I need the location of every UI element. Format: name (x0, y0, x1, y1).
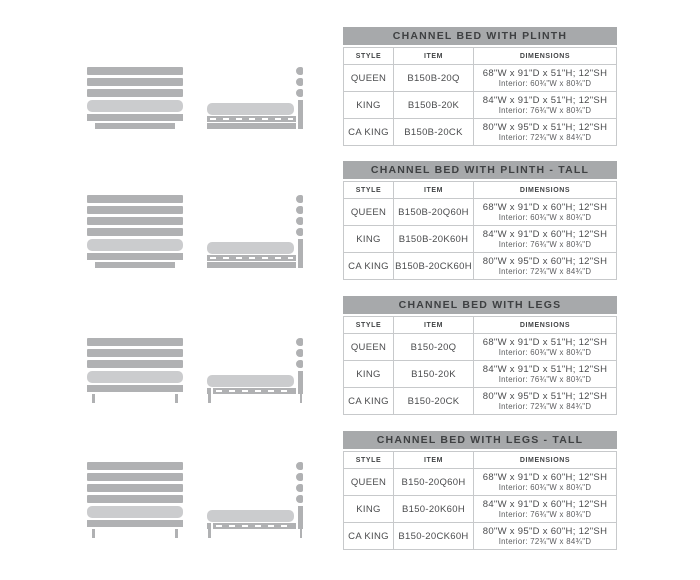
dimensions-line: 84"W x 91"D x 51"H; 12"SH (482, 363, 608, 375)
mattress (207, 510, 294, 522)
section-title: CHANNEL BED WITH PLINTH (343, 27, 617, 45)
slat-rail (207, 116, 296, 122)
dimensions-cell (473, 361, 616, 387)
column-header-item: ITEM (393, 182, 473, 198)
table-row (344, 198, 616, 225)
bed-illustration-plinth (87, 67, 303, 129)
dimensions-line: 84"W x 91"D x 60"H; 12"SH (482, 228, 608, 240)
post (298, 100, 303, 129)
style-cell: KING (356, 233, 381, 245)
spec-section-legs-tall (343, 431, 617, 550)
headboard-post (296, 67, 303, 129)
dimensions-cell (473, 253, 616, 279)
spec-table (343, 451, 617, 550)
headboard-channel-bar (87, 228, 183, 236)
interior-line: Interior: 60¾"W x 80¾"D (498, 483, 592, 492)
bed-leg (92, 394, 95, 403)
interior-line: Interior: 72¾"W x 84¾"D (498, 537, 592, 546)
column-header-dimensions: DIMENSIONS (473, 452, 616, 468)
bed-leg (300, 394, 302, 403)
item-cell: B150B-20K (393, 92, 473, 118)
slat-rail (207, 255, 296, 261)
item-cell: B150B-20Q (393, 65, 473, 91)
dimensions-line: 84"W x 91"D x 60"H; 12"SH (482, 498, 608, 510)
item-cell: B150B-20CK (393, 119, 473, 145)
plinth-base (95, 123, 175, 129)
table-row (344, 468, 616, 495)
bed-side-view (207, 195, 303, 268)
dimensions-line: 80"W x 95"D x 51"H; 12"SH (482, 390, 608, 402)
section-title: CHANNEL BED WITH LEGS (343, 296, 617, 314)
dimensions-cell (473, 496, 616, 522)
interior-line: Interior: 72¾"W x 84¾"D (498, 133, 592, 142)
slat-dashes (210, 257, 293, 259)
slat-rail (207, 388, 296, 394)
table-row (344, 387, 616, 414)
post (298, 506, 303, 529)
plinth-base (95, 262, 175, 268)
bed-illustration-plinth-tall (87, 195, 303, 268)
item-cell: B150B-20CK60H (393, 253, 473, 279)
interior-line: Interior: 76¾"W x 80¾"D (498, 510, 592, 519)
post (298, 239, 303, 268)
bed-leg (208, 394, 211, 403)
style-cell: KING (356, 368, 381, 380)
bed-side-view (207, 67, 303, 129)
bed-legs (87, 529, 183, 538)
channel-bump (296, 495, 303, 503)
headboard-channel-bar (87, 473, 183, 481)
interior-line: Interior: 72¾"W x 84¾"D (498, 402, 592, 411)
dimensions-line: 80"W x 95"D x 60"H; 12"SH (482, 525, 608, 537)
bed-rail (87, 253, 183, 260)
headboard-channel-bar (87, 495, 183, 503)
channel-bump (296, 195, 303, 203)
bed-leg (300, 529, 302, 538)
mattress (207, 375, 294, 387)
channel-bump (296, 89, 303, 97)
bed-front-view (87, 338, 183, 403)
bed-legs (207, 394, 296, 403)
dimensions-line: 68"W x 91"D x 51"H; 12"SH (482, 336, 608, 348)
bed-rail (87, 520, 183, 527)
mattress (87, 506, 183, 518)
channel-bump (296, 462, 303, 470)
table-header-row (344, 317, 616, 333)
style-cell: CA KING (348, 395, 389, 407)
headboard-post (296, 338, 303, 403)
bed-illustration-legs-tall (87, 462, 303, 538)
slat-dashes (216, 525, 293, 527)
channel-bump (296, 67, 303, 75)
column-header-item: ITEM (393, 48, 473, 64)
bed-illustration-legs (87, 338, 303, 403)
column-header-dimensions: DIMENSIONS (473, 48, 616, 64)
dimensions-line: 68"W x 91"D x 51"H; 12"SH (482, 67, 608, 79)
column-header-style: STYLE (355, 186, 382, 194)
dimensions-line: 68"W x 91"D x 60"H; 12"SH (482, 201, 608, 213)
spec-section-plinth (343, 27, 617, 146)
style-cell: KING (356, 99, 381, 111)
dimensions-cell (473, 469, 616, 495)
bed-side-body (207, 195, 296, 268)
slat-dashes (210, 118, 293, 120)
dimensions-cell (473, 65, 616, 91)
mattress (87, 100, 183, 112)
dimensions-line: 80"W x 95"D x 51"H; 12"SH (482, 121, 608, 133)
table-row (344, 252, 616, 279)
slat-rail (207, 523, 296, 529)
item-cell: B150-20K (393, 361, 473, 387)
table-row (344, 333, 616, 360)
bed-leg (208, 529, 211, 538)
mattress (87, 371, 183, 383)
dimensions-cell (473, 334, 616, 360)
column-header-style: STYLE (355, 456, 382, 464)
headboard-channel-bar (87, 462, 183, 470)
bed-leg (175, 529, 178, 538)
bed-side-view (207, 338, 303, 403)
dimensions-cell (473, 523, 616, 549)
bed-legs (87, 394, 183, 403)
column-header-item: ITEM (393, 452, 473, 468)
channel-bump (296, 217, 303, 225)
spec-table (343, 181, 617, 280)
table-header-row (344, 182, 616, 198)
bed-side-body (207, 338, 296, 403)
interior-line: Interior: 72¾"W x 84¾"D (498, 267, 592, 276)
style-cell: CA KING (348, 260, 389, 272)
table-row (344, 225, 616, 252)
bed-rail (87, 385, 183, 392)
headboard-channel-bar (87, 206, 183, 214)
spec-table (343, 47, 617, 146)
headboard-channel-bar (87, 360, 183, 368)
dimensions-line: 84"W x 91"D x 51"H; 12"SH (482, 94, 608, 106)
dimensions-cell (473, 388, 616, 414)
bed-front-view (87, 462, 183, 538)
table-row (344, 91, 616, 118)
style-cell: QUEEN (350, 72, 387, 84)
channel-bump (296, 338, 303, 346)
headboard-channel-bar (87, 67, 183, 75)
style-cell: QUEEN (350, 341, 387, 353)
headboard-post (296, 462, 303, 538)
table-row (344, 118, 616, 145)
style-cell: CA KING (348, 126, 389, 138)
headboard-channel-bar (87, 78, 183, 86)
style-cell: KING (356, 503, 381, 515)
channel-bump (296, 349, 303, 357)
mattress (207, 242, 294, 254)
column-header-item: ITEM (393, 317, 473, 333)
bed-legs (207, 529, 296, 538)
channel-bump (296, 473, 303, 481)
headboard-channel-bar (87, 484, 183, 492)
bed-leg (92, 529, 95, 538)
table-row (344, 522, 616, 549)
bed-rail (87, 114, 183, 121)
headboard-channel-bar (87, 89, 183, 97)
column-header-dimensions: DIMENSIONS (473, 182, 616, 198)
style-cell: QUEEN (350, 206, 387, 218)
spec-section-plinth-tall (343, 161, 617, 280)
plinth-base (207, 123, 296, 129)
headboard-channel-bar (87, 217, 183, 225)
headboard-post (296, 195, 303, 268)
bed-leg (175, 394, 178, 403)
headboard-channel-bar (87, 349, 183, 357)
bed-side-body (207, 462, 296, 538)
bed-front-view (87, 67, 183, 129)
table-row (344, 495, 616, 522)
dimensions-cell (473, 199, 616, 225)
table-header-row (344, 452, 616, 468)
section-title: CHANNEL BED WITH LEGS - TALL (343, 431, 617, 449)
dimensions-line: 80"W x 95"D x 60"H; 12"SH (482, 255, 608, 267)
column-header-style: STYLE (355, 321, 382, 329)
channel-bump (296, 206, 303, 214)
bed-side-view (207, 462, 303, 538)
item-cell: B150B-20K60H (393, 226, 473, 252)
interior-line: Interior: 76¾"W x 80¾"D (498, 375, 592, 384)
slat-dashes (216, 390, 293, 392)
bed-front-view (87, 195, 183, 268)
dimensions-cell (473, 226, 616, 252)
interior-line: Interior: 76¾"W x 80¾"D (498, 106, 592, 115)
headboard-channel-bar (87, 338, 183, 346)
dimensions-cell (473, 92, 616, 118)
item-cell: B150-20K60H (393, 496, 473, 522)
item-cell: B150-20Q60H (393, 469, 473, 495)
headboard-channel-bar (87, 195, 183, 203)
plinth-base (207, 262, 296, 268)
item-cell: B150-20Q (393, 334, 473, 360)
table-header-row (344, 48, 616, 64)
column-header-style: STYLE (355, 52, 382, 60)
dimensions-cell (473, 119, 616, 145)
spec-table (343, 316, 617, 415)
item-cell: B150-20CK60H (393, 523, 473, 549)
table-row (344, 360, 616, 387)
column-header-dimensions: DIMENSIONS (473, 317, 616, 333)
bed-side-body (207, 67, 296, 129)
item-cell: B150-20CK (393, 388, 473, 414)
item-cell: B150B-20Q60H (393, 199, 473, 225)
section-title: CHANNEL BED WITH PLINTH - TALL (343, 161, 617, 179)
interior-line: Interior: 60¾"W x 80¾"D (498, 213, 592, 222)
mattress (207, 103, 294, 115)
mattress (87, 239, 183, 251)
channel-bump (296, 228, 303, 236)
post (298, 371, 303, 394)
interior-line: Interior: 60¾"W x 80¾"D (498, 79, 592, 88)
channel-bump (296, 78, 303, 86)
channel-bump (296, 484, 303, 492)
dimensions-line: 68"W x 91"D x 60"H; 12"SH (482, 471, 608, 483)
style-cell: CA KING (348, 530, 389, 542)
interior-line: Interior: 60¾"W x 80¾"D (498, 348, 592, 357)
channel-bump (296, 360, 303, 368)
spec-section-legs (343, 296, 617, 415)
table-row (344, 64, 616, 91)
style-cell: QUEEN (350, 476, 387, 488)
interior-line: Interior: 76¾"W x 80¾"D (498, 240, 592, 249)
